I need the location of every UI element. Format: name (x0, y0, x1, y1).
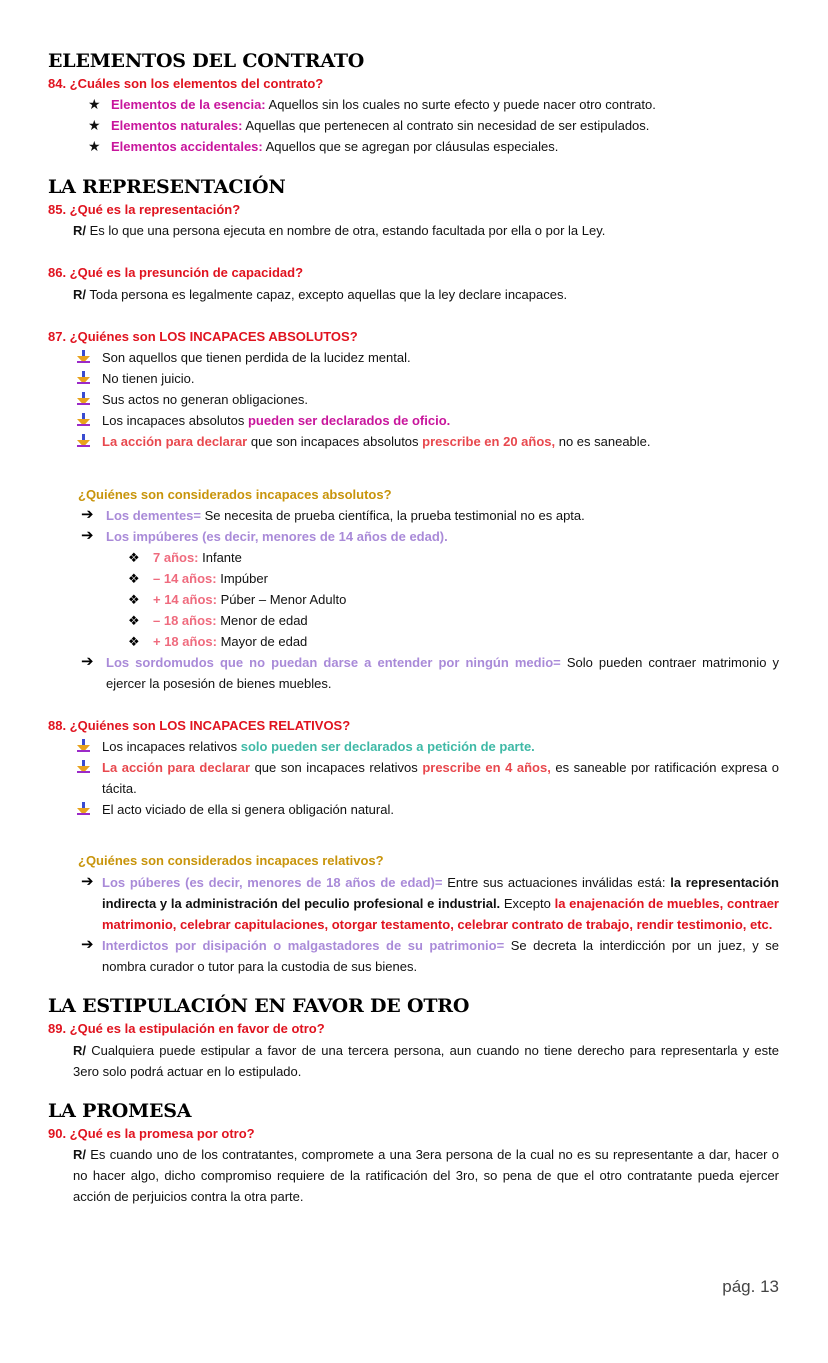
age-item: 7 años: Infante (153, 550, 242, 565)
question-87: 87. ¿Quiénes son LOS INCAPACES ABSOLUTOS? (48, 329, 358, 344)
arrow-right-icon: ➔ (81, 653, 94, 670)
list-item: Interdictos por disipación o malgastadores de su patrimonio= Se decreta la interdicción por un juez, y se nombra curador o tutor para la custodia de sus bienes. (102, 938, 779, 974)
star-icon: ★ (88, 96, 101, 112)
diamond-icon: ❖ (128, 592, 140, 607)
arrow-right-icon: ➔ (81, 936, 94, 953)
pointer-bullet-icon (76, 434, 92, 448)
list-item: Los púberes (es decir, menores de 18 años de edad)= Entre sus actuaciones inválidas está: la representación indirecta y la administración del peculio profesional e industrial. Excepto la enajenación de muebles, contraer matrimonio, celebrar capitulaciones, otorgar testamento, celebrar contrato de trabajo, rendir testimonio, etc. (102, 875, 779, 932)
answer-89: R/ Cualquiera puede estipular a favor de una tercera persona, aun cuando no tiene derecho para representarla y este 3ero solo podrá actuar en lo estipulado. (73, 1043, 779, 1079)
pointer-bullet-icon (76, 802, 92, 816)
pointer-bullet-icon (76, 350, 92, 364)
age-item: – 14 años: Impúber (153, 571, 268, 586)
section-title-promesa: LA PROMESA (48, 1100, 192, 1122)
list-item: Los incapaces absolutos pueden ser declarados de oficio. (102, 413, 451, 428)
question-90: 90. ¿Qué es la promesa por otro? (48, 1126, 255, 1141)
age-item: – 18 años: Menor de edad (153, 613, 308, 628)
answer-86: R/ Toda persona es legalmente capaz, excepto aquellas que la ley declare incapaces. (73, 287, 568, 302)
diamond-icon: ❖ (128, 550, 140, 565)
star-icon: ★ (88, 117, 101, 133)
question-86: 86. ¿Qué es la presunción de capacidad? (48, 265, 304, 280)
diamond-icon: ❖ (128, 634, 140, 649)
pointer-bullet-icon (76, 760, 92, 774)
list-item: El acto viciado de ella si genera obligación natural. (102, 802, 394, 817)
pointer-bullet-icon (76, 392, 92, 406)
list-item: Elementos naturales: Aquellas que pertenecen al contrato sin necesidad de ser estipulados. (111, 118, 650, 133)
question-88: 88. ¿Quiénes son LOS INCAPACES RELATIVOS? (48, 718, 351, 733)
list-item: Son aquellos que tienen perdida de la lucidez mental. (102, 350, 411, 365)
list-item: Elementos de la esencia: Aquellos sin los cuales no surte efecto y puede nacer otro contrato. (111, 97, 656, 112)
diamond-icon: ❖ (128, 571, 140, 586)
age-item: + 14 años: Púber – Menor Adulto (153, 592, 347, 607)
list-item: No tienen juicio. (102, 371, 195, 386)
section-title-elementos: ELEMENTOS DEL CONTRATO (48, 50, 365, 72)
list-item: La acción para declarar que son incapaces absolutos prescribe en 20 años, no es saneable. (102, 434, 651, 449)
question-84: 84. ¿Cuáles son los elementos del contrato? (48, 76, 324, 91)
subquestion-absolutos: ¿Quiénes son considerados incapaces absolutos? (78, 487, 392, 502)
list-item: La acción para declarar que son incapaces relativos prescribe en 4 años, es saneable por ratificación expresa o tácita. (102, 760, 779, 796)
subquestion-relativos: ¿Quiénes son considerados incapaces relativos? (78, 853, 384, 868)
arrow-right-icon: ➔ (81, 873, 94, 890)
list-item: Los dementes= Se necesita de prueba científica, la prueba testimonial no es apta. (106, 508, 585, 523)
answer-90: R/ Es cuando uno de los contratantes, compromete a una 3era persona de la cual no es su representante a dar, hacer o no hacer algo, dicho compromiso requiere de la ratificación del 3ro, so pena de que el otro contratante pueda ejercer acción de perjuicios contra la otra parte. (73, 1147, 779, 1204)
list-item: Los sordomudos que no puedan darse a entender por ningún medio= Solo pueden contraer matrimonio y ejercer la posesión de bienes muebles. (106, 655, 780, 691)
pointer-bullet-icon (76, 371, 92, 385)
question-85: 85. ¿Qué es la representación? (48, 202, 241, 217)
pointer-bullet-icon (76, 413, 92, 427)
list-item: Sus actos no generan obligaciones. (102, 392, 308, 407)
list-item: Elementos accidentales: Aquellos que se agregan por cláusulas especiales. (111, 139, 559, 154)
arrow-right-icon: ➔ (81, 506, 94, 523)
question-89: 89. ¿Qué es la estipulación en favor de otro? (48, 1021, 325, 1036)
arrow-right-icon: ➔ (81, 527, 94, 544)
answer-85: R/ Es lo que una persona ejecuta en nombre de otra, estando facultada por ella o por la Ley. (73, 223, 606, 238)
age-item: + 18 años: Mayor de edad (153, 634, 308, 649)
section-title-estipulacion: LA ESTIPULACIÓN EN FAVOR DE OTRO (48, 995, 470, 1017)
pointer-bullet-icon (76, 739, 92, 753)
list-item: Los impúberes (es decir, menores de 14 años de edad). (106, 529, 448, 544)
list-item: Los incapaces relativos solo pueden ser declarados a petición de parte. (102, 739, 535, 754)
page-number: pág. 13 (722, 1277, 779, 1296)
diamond-icon: ❖ (128, 613, 140, 628)
section-title-representacion: LA REPRESENTACIÓN (48, 176, 286, 198)
star-icon: ★ (88, 138, 101, 154)
